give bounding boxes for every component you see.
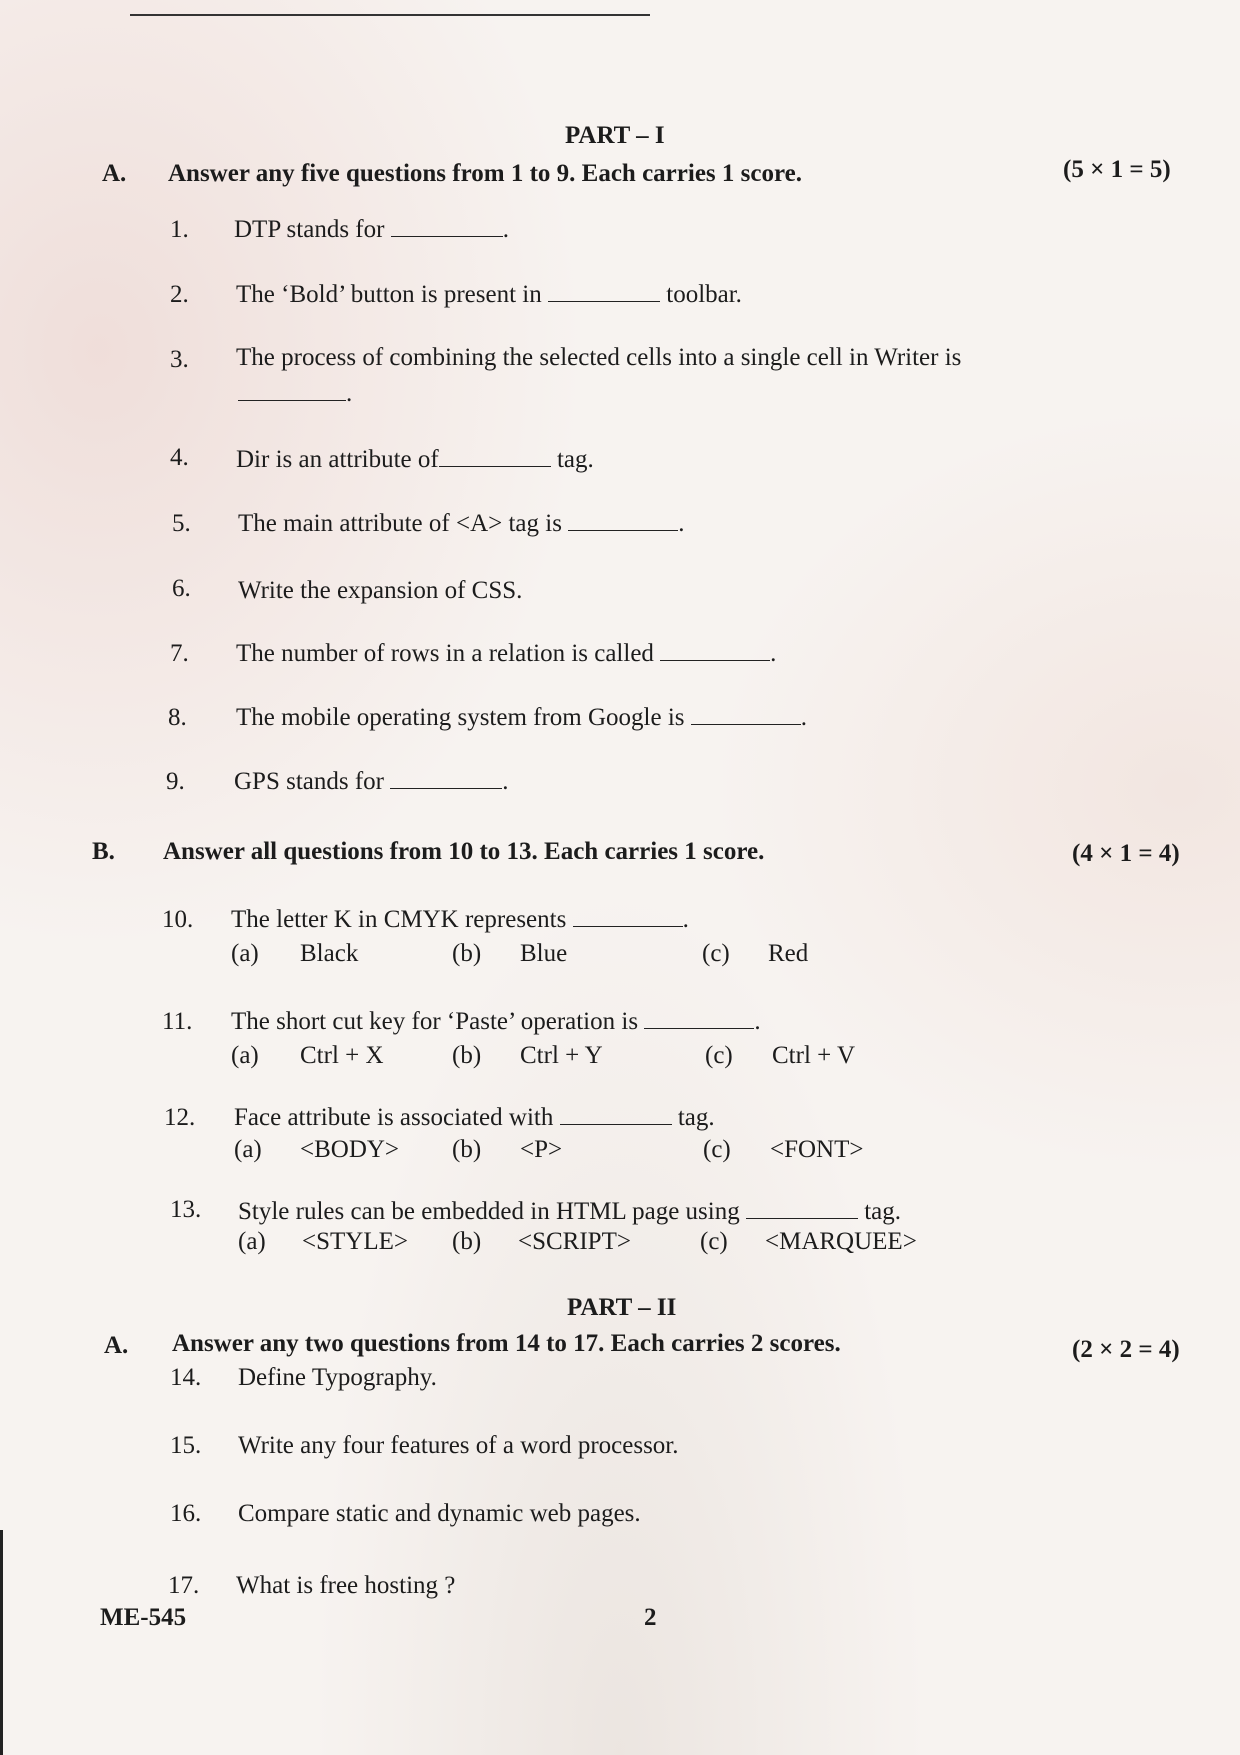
part1-b-label: B. [92, 838, 115, 865]
q10-option-b-label: (b) [452, 940, 482, 967]
q13-option-b-label: (b) [452, 1228, 482, 1255]
q12-option-b: <P> [520, 1136, 563, 1163]
q4-blank [439, 465, 551, 467]
q7-text: The number of rows in a relation is called [236, 640, 654, 667]
q2-end: toolbar. [666, 281, 742, 308]
q13-option-a-label: (a) [238, 1228, 266, 1255]
q9-blank [390, 787, 502, 789]
q6-text: Write the expansion of CSS. [238, 577, 523, 604]
q11-option-b: Ctrl + Y [520, 1042, 603, 1069]
paper-code: ME-545 [100, 1604, 187, 1631]
q15-text: Write any four features of a word processor. [238, 1432, 679, 1459]
q11-end: . [754, 1008, 761, 1035]
q13-option-c-label: (c) [700, 1228, 728, 1255]
part1-a-label: A. [102, 160, 127, 187]
q15-number: 15. [170, 1432, 202, 1459]
q14-text: Define Typography. [238, 1364, 437, 1391]
q8-end: . [800, 704, 808, 731]
part1-a-instruction: Answer any five questions from 1 to 9. Each carries 1 score. [168, 160, 802, 187]
q12-number: 12. [164, 1104, 196, 1131]
q10-blank [573, 925, 683, 927]
part2-a-instruction: Answer any two questions from 14 to 17. Each carries 2 scores. [172, 1330, 841, 1357]
q3-number: 3. [170, 346, 189, 373]
question-11 [231, 1008, 761, 1036]
question-5 [238, 510, 684, 538]
q2-blank [548, 300, 660, 302]
q13-end: tag. [864, 1198, 902, 1225]
q13-option-c: <MARQUEE> [765, 1228, 917, 1255]
q11-option-c: Ctrl + V [772, 1042, 856, 1069]
part2-a-label: A. [104, 1332, 129, 1359]
q10-option-b: Blue [520, 940, 568, 967]
q16-text: Compare static and dynamic web pages. [238, 1500, 641, 1527]
q10-number: 10. [162, 906, 194, 933]
q12-option-c: <FONT> [770, 1136, 864, 1163]
q6-number: 6. [172, 575, 191, 602]
q13-option-b: <SCRIPT> [518, 1228, 631, 1255]
part1-title: PART – I [565, 122, 665, 149]
q11-blank [644, 1027, 754, 1029]
q11-option-a: Ctrl + X [300, 1042, 384, 1069]
q12-option-c-label: (c) [703, 1136, 731, 1163]
q14-number: 14. [170, 1364, 202, 1391]
q7-number: 7. [170, 640, 189, 667]
q5-end: . [678, 510, 685, 537]
q12-option-a-label: (a) [234, 1136, 262, 1163]
part1-b-score: (4 × 1 = 4) [1072, 840, 1180, 867]
top-rule [130, 14, 650, 16]
q5-text: The main attribute of <A> tag is [238, 510, 562, 537]
question-12 [234, 1104, 715, 1132]
page-number: 2 [644, 1604, 657, 1631]
part2-a-score: (2 × 2 = 4) [1072, 1336, 1180, 1363]
q17-number: 17. [168, 1572, 200, 1599]
q11-option-b-label: (b) [452, 1042, 482, 1069]
q9-end: . [502, 768, 509, 795]
q3-text: The process of combining the selected cells into a single cell in Writer is [236, 344, 962, 371]
question-8 [236, 704, 807, 732]
q13-number: 13. [170, 1196, 202, 1223]
q10-end: . [682, 906, 689, 933]
q4-end: tag. [556, 446, 594, 473]
question-10 [231, 906, 689, 934]
q1-end: . [502, 216, 509, 243]
q12-option-b-label: (b) [452, 1136, 482, 1163]
q10-option-a-label: (a) [231, 940, 259, 967]
q1-blank [391, 235, 503, 237]
question-7 [236, 640, 776, 668]
q8-text: The mobile operating system from Google is [236, 704, 685, 731]
q8-number: 8. [168, 704, 187, 731]
q12-option-a: <BODY> [300, 1136, 400, 1163]
q13-text: Style rules can be embedded in HTML page using [238, 1198, 740, 1225]
q13-option-a: <STYLE> [302, 1228, 408, 1255]
q9-text: GPS stands for [234, 768, 385, 795]
q12-end: tag. [677, 1104, 715, 1131]
part1-b-instruction: Answer all questions from 10 to 13. Each carries 1 score. [163, 838, 765, 865]
q16-number: 16. [170, 1500, 202, 1527]
question-4 [236, 446, 594, 474]
q1-number: 1. [170, 216, 189, 243]
q9-number: 9. [166, 768, 185, 795]
q7-end: . [770, 640, 777, 667]
question-3-blank-line [238, 380, 352, 408]
q17-text: What is free hosting ? [236, 1572, 456, 1599]
q10-text: The letter K in CMYK represents [231, 906, 567, 933]
q2-text: The ‘Bold’ button is present in [236, 281, 542, 308]
q5-blank [568, 529, 678, 531]
q11-number: 11. [162, 1008, 193, 1035]
q10-option-c-label: (c) [702, 940, 730, 967]
question-2 [236, 281, 742, 309]
q11-option-c-label: (c) [705, 1042, 733, 1069]
q2-number: 2. [170, 281, 189, 308]
q4-number: 4. [170, 444, 189, 471]
q11-text: The short cut key for ‘Paste’ operation is [231, 1008, 639, 1035]
q3-end: . [346, 380, 353, 407]
q12-blank [560, 1123, 672, 1125]
q10-option-a: Black [300, 940, 359, 967]
q3-blank [238, 399, 346, 401]
q10-option-c: Red [768, 940, 809, 967]
question-9 [234, 768, 509, 796]
q8-blank [691, 723, 801, 725]
q4-text: Dir is an attribute of [236, 446, 439, 473]
q7-blank [660, 659, 770, 661]
question-13 [238, 1198, 901, 1226]
part1-a-score: (5 × 1 = 5) [1063, 156, 1171, 183]
q11-option-a-label: (a) [231, 1042, 259, 1069]
question-1 [234, 216, 509, 244]
q13-blank [746, 1217, 858, 1219]
part2-title: PART – II [567, 1294, 677, 1321]
left-edge-mark [0, 1530, 3, 1755]
q5-number: 5. [172, 510, 191, 537]
q1-text: DTP stands for [234, 216, 385, 243]
q12-text: Face attribute is associated with [234, 1104, 554, 1131]
